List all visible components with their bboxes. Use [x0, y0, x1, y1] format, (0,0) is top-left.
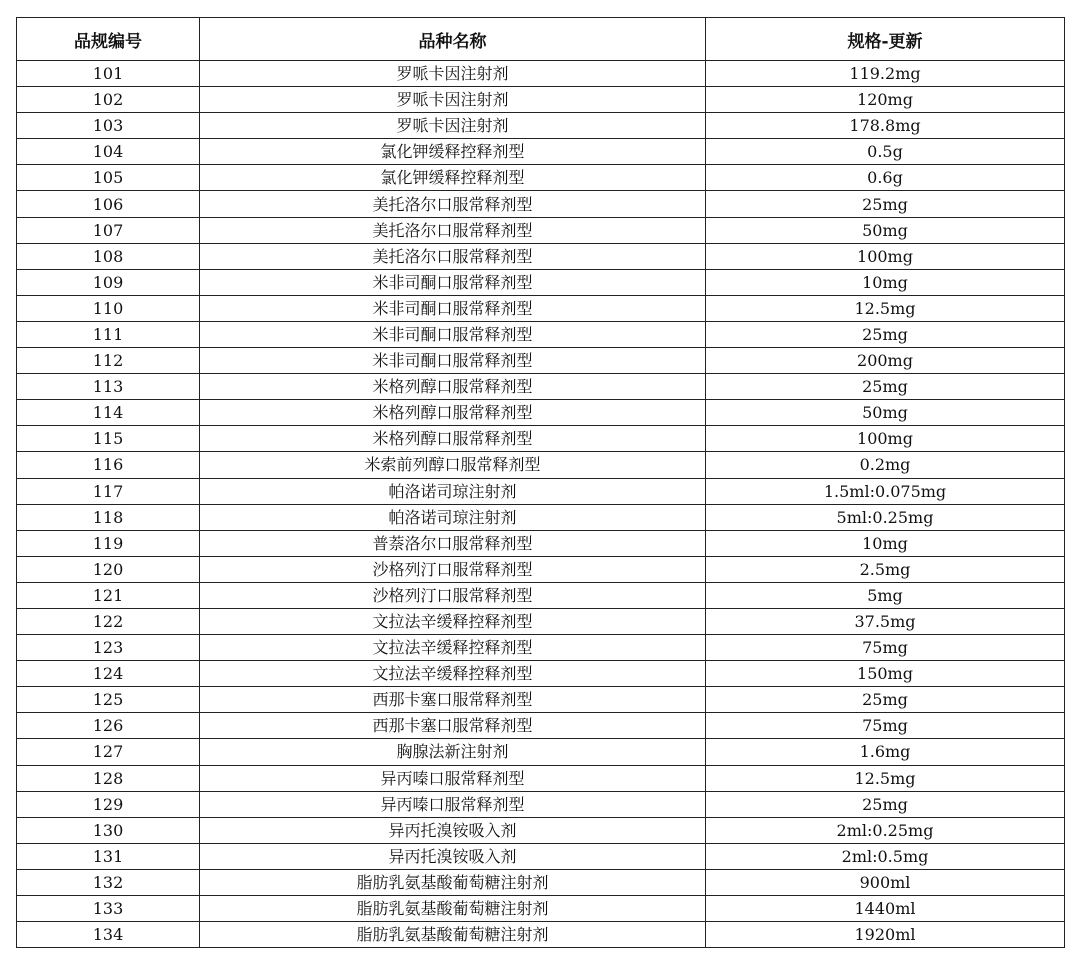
table-row: [17, 582, 1065, 608]
table-row: [17, 87, 1065, 113]
cell-spec-id: 122: [17, 608, 200, 634]
table-row: [17, 374, 1065, 400]
cell-drug-name: 异丙托溴铵吸入剂: [200, 817, 706, 843]
table-row: [17, 426, 1065, 452]
cell-specification: 119.2mg: [706, 61, 1065, 87]
table-row: [17, 243, 1065, 269]
cell-drug-name: 氯化钾缓释控释剂型: [200, 139, 706, 165]
cell-specification: 1.6mg: [706, 739, 1065, 765]
cell-spec-id: 118: [17, 504, 200, 530]
table-row: [17, 635, 1065, 661]
table-body: [17, 61, 1065, 948]
cell-drug-name: 氯化钾缓释控释剂型: [200, 165, 706, 191]
cell-spec-id: 101: [17, 61, 200, 87]
header-specification: 规格-更新: [706, 18, 1065, 61]
cell-specification: 2ml:0.25mg: [706, 817, 1065, 843]
cell-specification: 900ml: [706, 869, 1065, 895]
cell-spec-id: 133: [17, 896, 200, 922]
cell-drug-name: 文拉法辛缓释控释剂型: [200, 661, 706, 687]
table-row: [17, 400, 1065, 426]
table-row: [17, 922, 1065, 948]
cell-drug-name: 米非司酮口服常释剂型: [200, 295, 706, 321]
table-row: [17, 191, 1065, 217]
cell-spec-id: 131: [17, 843, 200, 869]
table-row: [17, 556, 1065, 582]
cell-specification: 1440ml: [706, 896, 1065, 922]
table-row: [17, 321, 1065, 347]
cell-spec-id: 106: [17, 191, 200, 217]
cell-drug-name: 脂肪乳氨基酸葡萄糖注射剂: [200, 869, 706, 895]
cell-spec-id: 129: [17, 791, 200, 817]
table-row: [17, 791, 1065, 817]
cell-specification: 5ml:0.25mg: [706, 504, 1065, 530]
cell-drug-name: 普萘洛尔口服常释剂型: [200, 530, 706, 556]
cell-specification: 25mg: [706, 791, 1065, 817]
table-row: [17, 165, 1065, 191]
cell-drug-name: 脂肪乳氨基酸葡萄糖注射剂: [200, 922, 706, 948]
cell-specification: 12.5mg: [706, 295, 1065, 321]
cell-spec-id: 126: [17, 713, 200, 739]
cell-drug-name: 帕洛诺司琼注射剂: [200, 478, 706, 504]
cell-spec-id: 134: [17, 922, 200, 948]
cell-drug-name: 西那卡塞口服常释剂型: [200, 713, 706, 739]
cell-specification: 200mg: [706, 348, 1065, 374]
table-row: [17, 217, 1065, 243]
cell-spec-id: 132: [17, 869, 200, 895]
cell-spec-id: 105: [17, 165, 200, 191]
table-row: [17, 113, 1065, 139]
cell-specification: 150mg: [706, 661, 1065, 687]
table-row: [17, 530, 1065, 556]
cell-specification: 0.6g: [706, 165, 1065, 191]
cell-spec-id: 111: [17, 321, 200, 347]
cell-drug-name: 胸腺法新注射剂: [200, 739, 706, 765]
table-row: [17, 687, 1065, 713]
cell-drug-name: 沙格列汀口服常释剂型: [200, 582, 706, 608]
cell-spec-id: 130: [17, 817, 200, 843]
cell-drug-name: 罗哌卡因注射剂: [200, 113, 706, 139]
cell-drug-name: 罗哌卡因注射剂: [200, 61, 706, 87]
cell-drug-name: 美托洛尔口服常释剂型: [200, 191, 706, 217]
cell-specification: 120mg: [706, 87, 1065, 113]
table-row: [17, 139, 1065, 165]
cell-specification: 25mg: [706, 321, 1065, 347]
header-spec-id: 品规编号: [17, 18, 200, 61]
cell-drug-name: 美托洛尔口服常释剂型: [200, 243, 706, 269]
cell-drug-name: 帕洛诺司琼注射剂: [200, 504, 706, 530]
cell-specification: 2ml:0.5mg: [706, 843, 1065, 869]
cell-drug-name: 米非司酮口服常释剂型: [200, 348, 706, 374]
table-row: [17, 295, 1065, 321]
table-row: [17, 713, 1065, 739]
cell-drug-name: 沙格列汀口服常释剂型: [200, 556, 706, 582]
cell-spec-id: 113: [17, 374, 200, 400]
cell-specification: 1920ml: [706, 922, 1065, 948]
table-row: [17, 478, 1065, 504]
table-row: [17, 608, 1065, 634]
cell-specification: 5mg: [706, 582, 1065, 608]
cell-spec-id: 109: [17, 269, 200, 295]
cell-specification: 100mg: [706, 243, 1065, 269]
cell-drug-name: 米索前列醇口服常释剂型: [200, 452, 706, 478]
cell-spec-id: 127: [17, 739, 200, 765]
table-row: [17, 348, 1065, 374]
cell-specification: 1.5ml:0.075mg: [706, 478, 1065, 504]
cell-spec-id: 115: [17, 426, 200, 452]
cell-drug-name: 米格列醇口服常释剂型: [200, 374, 706, 400]
cell-specification: 25mg: [706, 374, 1065, 400]
table-row: [17, 452, 1065, 478]
cell-specification: 75mg: [706, 713, 1065, 739]
cell-drug-name: 异丙嗪口服常释剂型: [200, 791, 706, 817]
cell-specification: 10mg: [706, 269, 1065, 295]
cell-specification: 50mg: [706, 217, 1065, 243]
cell-spec-id: 123: [17, 635, 200, 661]
cell-spec-id: 103: [17, 113, 200, 139]
cell-spec-id: 128: [17, 765, 200, 791]
cell-spec-id: 108: [17, 243, 200, 269]
cell-drug-name: 米格列醇口服常释剂型: [200, 400, 706, 426]
drug-spec-table: [16, 17, 1065, 948]
cell-spec-id: 117: [17, 478, 200, 504]
table-row: [17, 61, 1065, 87]
table-row: [17, 896, 1065, 922]
cell-spec-id: 119: [17, 530, 200, 556]
cell-spec-id: 112: [17, 348, 200, 374]
cell-specification: 75mg: [706, 635, 1065, 661]
cell-specification: 100mg: [706, 426, 1065, 452]
cell-drug-name: 罗哌卡因注射剂: [200, 87, 706, 113]
header-drug-name: 品种名称: [200, 18, 706, 61]
cell-spec-id: 107: [17, 217, 200, 243]
table-row: [17, 817, 1065, 843]
cell-specification: 0.5g: [706, 139, 1065, 165]
cell-spec-id: 120: [17, 556, 200, 582]
table-header-row: [17, 18, 1065, 61]
cell-spec-id: 124: [17, 661, 200, 687]
cell-drug-name: 米非司酮口服常释剂型: [200, 321, 706, 347]
cell-specification: 37.5mg: [706, 608, 1065, 634]
table-row: [17, 765, 1065, 791]
cell-drug-name: 异丙托溴铵吸入剂: [200, 843, 706, 869]
cell-specification: 10mg: [706, 530, 1065, 556]
cell-drug-name: 美托洛尔口服常释剂型: [200, 217, 706, 243]
table-row: [17, 739, 1065, 765]
cell-specification: 178.8mg: [706, 113, 1065, 139]
cell-spec-id: 104: [17, 139, 200, 165]
table-row: [17, 661, 1065, 687]
cell-spec-id: 102: [17, 87, 200, 113]
cell-drug-name: 米格列醇口服常释剂型: [200, 426, 706, 452]
cell-spec-id: 116: [17, 452, 200, 478]
cell-drug-name: 脂肪乳氨基酸葡萄糖注射剂: [200, 896, 706, 922]
cell-drug-name: 文拉法辛缓释控释剂型: [200, 608, 706, 634]
cell-drug-name: 米非司酮口服常释剂型: [200, 269, 706, 295]
table-row: [17, 269, 1065, 295]
cell-spec-id: 110: [17, 295, 200, 321]
cell-spec-id: 121: [17, 582, 200, 608]
table-row: [17, 504, 1065, 530]
cell-specification: 25mg: [706, 191, 1065, 217]
table-row: [17, 843, 1065, 869]
cell-specification: 2.5mg: [706, 556, 1065, 582]
cell-spec-id: 125: [17, 687, 200, 713]
cell-specification: 0.2mg: [706, 452, 1065, 478]
cell-spec-id: 114: [17, 400, 200, 426]
cell-drug-name: 西那卡塞口服常释剂型: [200, 687, 706, 713]
table-row: [17, 869, 1065, 895]
cell-specification: 50mg: [706, 400, 1065, 426]
cell-drug-name: 文拉法辛缓释控释剂型: [200, 635, 706, 661]
drug-spec-table-container: [16, 17, 1064, 948]
cell-specification: 25mg: [706, 687, 1065, 713]
cell-specification: 12.5mg: [706, 765, 1065, 791]
cell-drug-name: 异丙嗪口服常释剂型: [200, 765, 706, 791]
